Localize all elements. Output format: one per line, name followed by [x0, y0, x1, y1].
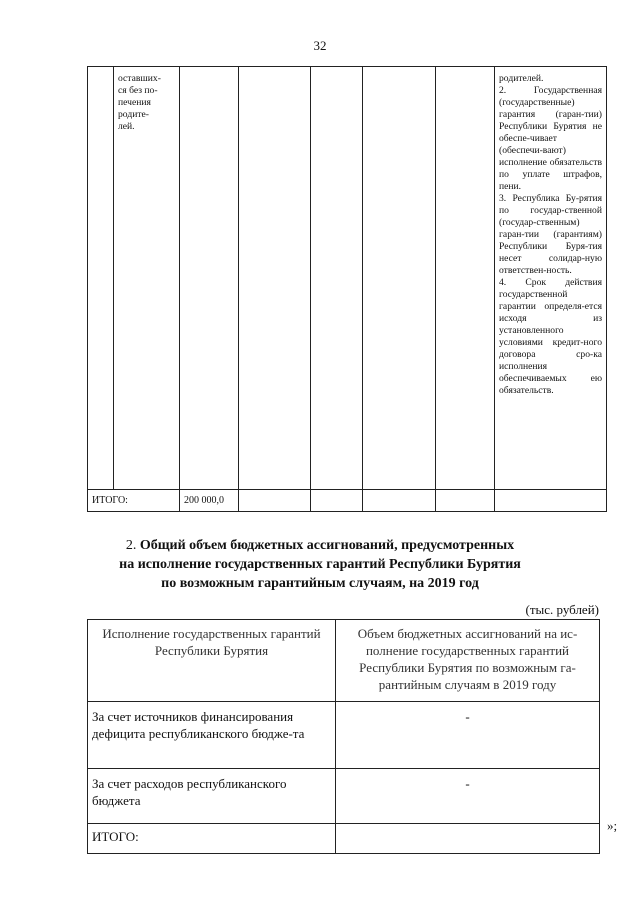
table-cell [436, 67, 495, 490]
table-cell [363, 67, 436, 490]
table-cell [114, 67, 180, 490]
row-value [336, 824, 600, 854]
row-label: За счет расходов республиканского бюджета [88, 769, 336, 824]
row-value: - [336, 702, 600, 769]
header-cell: Объем бюджетных ассигнований на ис-полнение государственных гарантий Республики Бурятия по возможным га-рантийным случаям в 2019 году [336, 620, 600, 702]
table-row [88, 702, 600, 769]
table-cell [311, 67, 363, 490]
section-title-line-3: по возможным гарантийным случаям, на 2019 год [161, 576, 479, 591]
table-row-total [88, 824, 600, 854]
units-label: (тыс. рублей) [525, 602, 599, 617]
row-value: - [336, 769, 600, 824]
total-value: 200 000,0 [180, 490, 239, 512]
table-header-row [88, 620, 600, 702]
page-number: 32 [313, 38, 327, 53]
conditions-text: родителей. 2. Государственная (государственные) гарантия (гаран-тии) Республики Бурятия не обеспе-чивает (обеспечи-вают) исполнение обязательств по уплате штрафов, пени. 3. Республика Бу-рятия по государ-ственной (государ-ственным) гаран-тии (гарантиям) Республики Буря-тия несет солидар-ную ответствен-ность. 4. Срок действия государственной гарантии определя-ется исходя из установленного условиями кредит-ного договора сро-ка исполнения обеспечиваемых ею обязательств. [499, 73, 602, 396]
total-label: ИТОГО: [88, 490, 180, 512]
beneficiary-text: оставших- ся без по- печения родите- лей. [118, 73, 161, 132]
section-title-line-1: Общий объем бюджетных ассигнований, предусмотренных [139, 538, 515, 553]
table-row-total [88, 490, 607, 512]
table-cell [495, 490, 607, 512]
header-cell: Исполнение государственных гарантий Республики Бурятия [88, 620, 336, 702]
closing-quote-mark: »; [607, 818, 618, 833]
table-cell [495, 67, 607, 490]
section-title-line-2: на исполнение государственных гарантий Республики Бурятия [119, 557, 521, 572]
table-cell [88, 67, 114, 490]
row-label: ИТОГО: [88, 824, 336, 854]
section-heading [0, 536, 640, 593]
guarantee-table-continuation [87, 66, 607, 512]
table-cell [239, 67, 311, 490]
table-row [88, 67, 607, 490]
table-cell [436, 490, 495, 512]
row-label: За счет источников финансирования дефицита республиканского бюдже-та [88, 702, 336, 769]
section-number: 2. [125, 538, 137, 553]
table-cell [239, 490, 311, 512]
table-cell [180, 67, 239, 490]
table-cell [363, 490, 436, 512]
table-cell [311, 490, 363, 512]
appropriations-table [87, 619, 600, 854]
table-row [88, 769, 600, 824]
